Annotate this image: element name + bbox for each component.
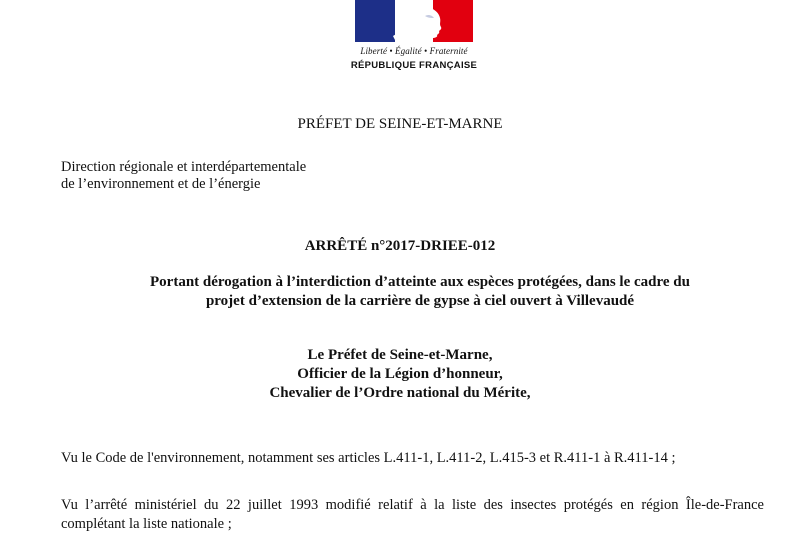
prefecture-header: PRÉFET DE SEINE-ET-MARNE	[297, 116, 503, 132]
prefet-title-line-3: Chevalier de l’Ordre national du Mérite,	[269, 385, 531, 401]
prefet-titles	[0, 346, 800, 403]
prefet-title-line-1: Le Préfet de Seine-et-Marne,	[307, 347, 493, 363]
visa-paragraph: Vu le Code de l'environnement, notamment ses articles L.411-1, L.411-2, L.415-3 et R.411-1 à R.411-14 ;	[61, 450, 676, 466]
direction-line-2: de l’environnement et de l’énergie	[61, 176, 261, 192]
arrete-subject	[90, 273, 750, 311]
arrete-number: ARRÊTÉ n°2017-DRIEE-012	[304, 238, 496, 254]
visa-paragraph: Vu l’arrêté ministériel du 22 juillet 1993 modifié relatif à la liste des insectes protégés en région Île-de-France complétant la liste nationale ;	[61, 497, 764, 532]
marianne-profile-icon	[355, 0, 473, 42]
republic-motto: Liberté • Égalité • Fraternité	[360, 46, 468, 56]
french-flag-marianne-icon	[355, 0, 473, 42]
marianne-logo	[347, 0, 481, 78]
direction-line-1: Direction régionale et interdépartementale	[61, 159, 307, 175]
issuing-direction	[61, 159, 306, 193]
prefet-title-line-2: Officier de la Légion d’honneur,	[297, 366, 503, 382]
subject-line-1: Portant dérogation à l’interdiction d’atteinte aux espèces protégées, dans le cadre du	[150, 274, 690, 290]
republic-name: RÉPUBLIQUE FRANÇAISE	[350, 60, 478, 71]
subject-line-2: projet d’extension de la carrière de gypse à ciel ouvert à Villevaudé	[205, 293, 635, 309]
